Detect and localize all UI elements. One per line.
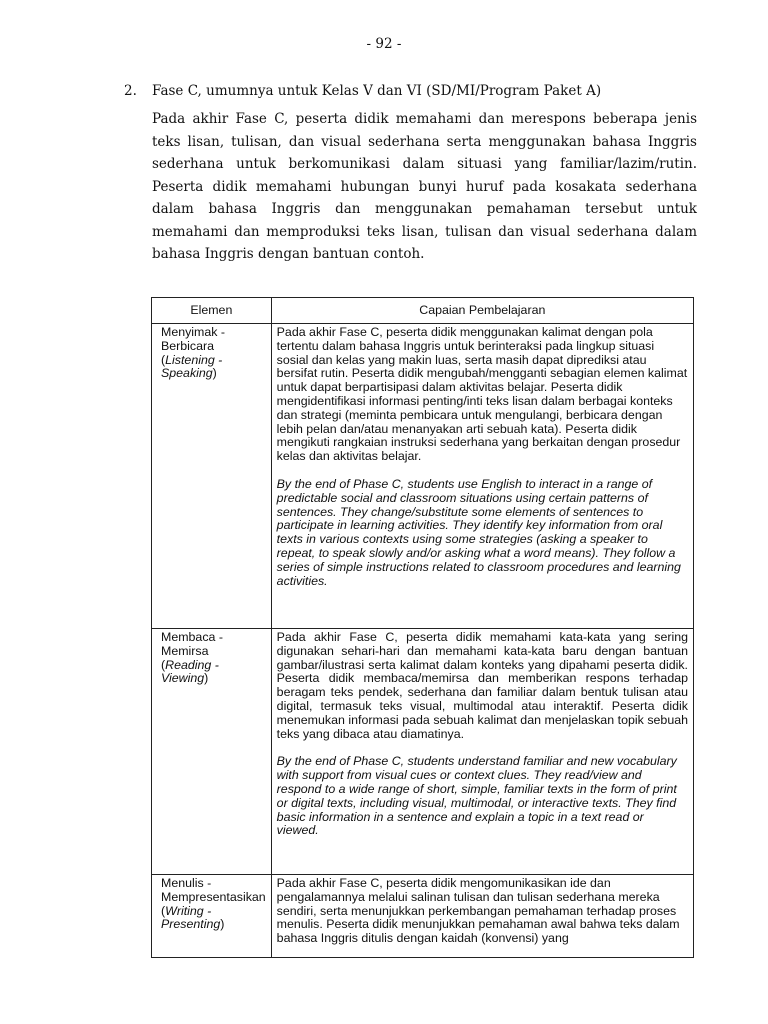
element-cell: Menyimak - Berbicara (Listening - Speaking) bbox=[152, 324, 272, 629]
intro-paragraph: Pada akhir Fase C, peserta didik memahami dan merespons beberapa jenis teks lisan, tulisan, dan visual sederhana serta menggunakan bahasa Inggris sederhana untuk berkomunikasi dalam situasi yang familiar/lazim/rutin. Peserta didik memahami hubungan bunyi huruf pada kosakata sederhana dalam bahasa Inggris dan menggunakan pemahaman tersebut untuk memahami dan memproduksi teks lisan, tulisan dan visual sederhana dalam bahasa Inggris dengan bantuan contoh. bbox=[152, 111, 697, 262]
element-english: Reading - Viewing bbox=[161, 657, 219, 686]
element-english: Writing - Presenting bbox=[161, 903, 221, 932]
table-header-row bbox=[152, 298, 694, 324]
outcome-text-id: Pada akhir Fase C, peserta didik memahami kata-kata yang sering digunakan sehari-hari dan memahami kata-kata baru dengan bantuan gambar/ilustrasi serta kalimat dalam konteks yang dipahami peserta didik. Peserta didik membaca/memirsa dan memberikan respons terhadap beragam teks pendek, sederhana dan familiar dalam bentuk tulisan atau digital, termasuk teks visual, multimodal atau interaktif. Peserta didik menemukan informasi pada sebuah kalimat dan menjelaskan topik sebuah teks yang dibaca atau diamatinya. bbox=[276, 630, 688, 741]
element-name: Menulis - Mempresentasikan bbox=[161, 876, 266, 904]
header-outcome: Capaian Pembelajaran bbox=[271, 298, 693, 324]
outcome-text-en: By the end of Phase C, students use English to interact in a range of predictable social and classroom situations using certain patterns of sentences. They change/substitute some elements of sentences to participate in learning activities. They identify key information from oral texts in various contexts using some strategies (asking a speaker to repeat, to speak slowly and/or asking what a word means). They follow a series of simple instructions related to classroom procedures and learning activities. bbox=[276, 476, 681, 588]
element-name: Membaca - Memirsa bbox=[161, 630, 223, 658]
section-heading bbox=[124, 83, 601, 99]
outcome-text-en: By the end of Phase C, students understand familiar and new vocabulary with support from visual cues or context clues. They read/view and respond to a wide range of short, simple, familiar texts in the form of print or digital texts, including visual, multimodal, or interactive texts. They find basic information in a sentence and explain a topic in a text read or viewed. bbox=[276, 754, 677, 838]
table-row bbox=[152, 875, 694, 958]
outcome-text-id: Pada akhir Fase C, peserta didik menggunakan kalimat dengan pola tertentu dalam bahasa Inggris untuk berinteraksi pada lingkup situasi sosial dan kelas yang makin luas, serta masih dapat diprediksi atau bersifat rutin. Peserta didik mengubah/mengganti sebagian elemen kalimat untuk dapat berpartisipasi dalam aktivitas belajar. Peserta didik mengidentifikasi informasi penting/inti teks lisan dalam berbagai konteks dan strategi (meminta pembicara untuk mengulangi, berbicara dengan lebih pelan dan/atau menanyakan arti sebuah kata). Peserta didik mengikuti rangkaian instruksi sederhana yang berkaitan dengan prosedur kelas dan aktivitas belajar. bbox=[276, 325, 688, 464]
element-english: Listening - Speaking bbox=[161, 352, 223, 381]
outcome-cell bbox=[271, 875, 693, 958]
learning-outcomes-table bbox=[151, 297, 694, 958]
header-element: Elemen bbox=[152, 298, 272, 324]
section-title: Fase C, umumnya untuk Kelas V dan VI (SD/MI/Program Paket A) bbox=[152, 83, 602, 99]
table-row bbox=[152, 629, 694, 875]
outcome-cell bbox=[271, 629, 693, 875]
outcome-text-id: Pada akhir Fase C, peserta didik mengomunikasikan ide dan pengalamannya melalui salinan tulisan dan tulisan sederhana mereka sendiri, serta menunjukkan perkembangan pemahaman terhadap proses menulis. Peserta didik menunjukkan pemahaman awal bahwa teks dalam bahasa Inggris ditulis dengan kaidah (konvensi) yang bbox=[276, 876, 680, 946]
element-cell: Membaca - Memirsa (Reading - Viewing) bbox=[152, 629, 272, 875]
section-number: 2. bbox=[124, 83, 137, 99]
table-row bbox=[152, 324, 694, 629]
outcome-cell bbox=[271, 324, 693, 629]
element-cell: Menulis - Mempresentasikan (Writing - Presenting) bbox=[152, 875, 272, 958]
page-number: - 92 - bbox=[366, 36, 402, 52]
element-name: Menyimak - Berbicara bbox=[161, 325, 226, 353]
